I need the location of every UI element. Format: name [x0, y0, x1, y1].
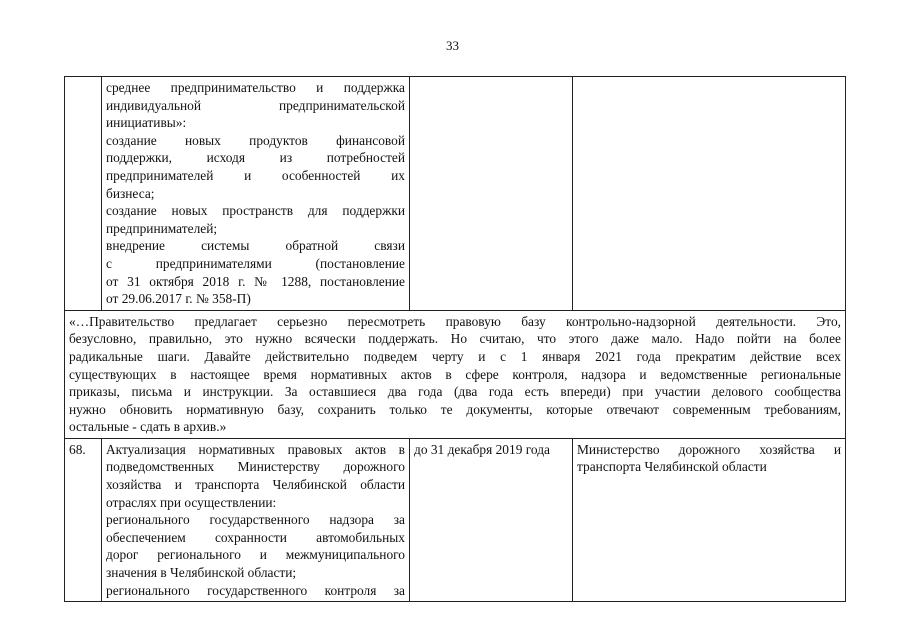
deadline-cell — [410, 77, 573, 311]
quote-cell — [65, 310, 846, 438]
deadline-cell: до 31 декабря 2019 года — [410, 438, 573, 601]
text-line: бизнеса; — [106, 185, 155, 201]
text-line: предпринимателей; — [106, 220, 218, 236]
quote-line: «…Правительство предлагает серьезно пересмотреть правовую базу контрольно-надзорной деятельности. Это, — [69, 313, 841, 329]
text-line: предпринимателей и особенностей их — [106, 167, 405, 183]
text-line: обеспечением сохранности автомобильных — [106, 529, 405, 545]
page-number: 33 — [446, 38, 459, 53]
text-line: значения в Челябинской области; — [106, 565, 297, 581]
text-line: дорог регионального и межмуниципального — [106, 547, 405, 563]
text-line: с предпринимателями (постановление — [106, 255, 405, 271]
action-cell — [102, 77, 410, 311]
text-line: инициативы»: — [106, 115, 187, 131]
quote-line: существующих в настоящее время нормативных актов в сфере контроля, надзора и ведомственные региональные — [69, 366, 841, 382]
responsible-cell: Министерство дорожного хозяйства и транспорта Челябинской области — [573, 438, 846, 601]
quote-line: радикальные шаги. Давайте действительно подведем черту и с 1 января 2021 года прекратим действие всех — [69, 348, 841, 364]
text-line: Актуализация нормативных правовых актов в — [106, 441, 405, 457]
measures-table — [64, 76, 846, 602]
row-number: 68. — [65, 438, 102, 601]
text-line: внедрение системы обратной связи — [106, 238, 405, 254]
text-line: подведомственных Министерству дорожного — [106, 459, 405, 475]
text-line: поддержки, исходя из потребностей — [106, 150, 405, 166]
table-row-continuation — [65, 77, 846, 311]
text-line: от 29.06.2017 г. № 358-П) — [106, 291, 251, 307]
quote-line: приказы, письма и инструкции. За оставшиеся два года (два года есть впереди) при участии делового сообщества — [69, 384, 841, 400]
text-line: создание новых пространств для поддержки — [106, 203, 405, 219]
quote-line: безусловно, правильно, это нужно всячески поддержать. Но считаю, что этого даже мало. Надо пойти на более — [69, 331, 841, 347]
text-line: хозяйства и транспорта Челябинской области — [106, 477, 405, 493]
action-cell — [102, 438, 410, 601]
table-row-68 — [65, 438, 846, 601]
text-line: среднее предпринимательство и поддержка — [106, 80, 405, 95]
text-line: индивидуальной предпринимательской — [106, 97, 405, 113]
text-line: создание новых продуктов финансовой — [106, 132, 405, 148]
quote-line: нужно обновить нормативную базу, сохранить только те документы, которые отвечают современным требованиям, — [69, 401, 841, 417]
text-line: регионального государственного надзора за — [106, 512, 405, 528]
table-row-quote — [65, 310, 846, 438]
text-line: отраслях при осуществлении: — [106, 494, 277, 510]
text-line: регионального государственного контроля за — [106, 582, 405, 598]
number-cell — [65, 77, 102, 311]
text-line: от 31 октября 2018 г. № 1288, постановление — [106, 273, 405, 289]
quote-line: остальные - сдать в архив.» — [69, 419, 227, 435]
responsible-cell — [573, 77, 846, 311]
